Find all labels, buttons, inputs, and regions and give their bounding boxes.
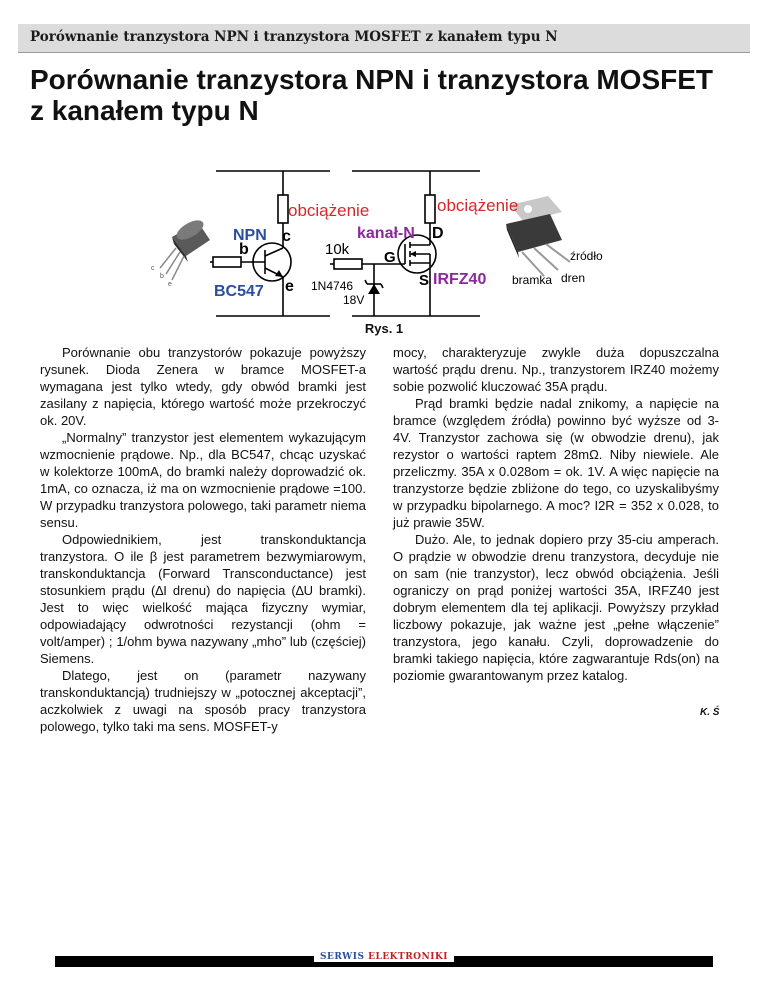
label-pin-b: b xyxy=(160,273,164,280)
article-title: Porównanie tranzystora NPN i tranzystora MOSFET z kanałem typu N xyxy=(30,64,714,126)
label-collector: c xyxy=(282,228,291,245)
label-source: S xyxy=(419,272,430,289)
footer-brand-part2: ELEKTRONIKI xyxy=(368,952,448,962)
label-irfz40: IRFZ40 xyxy=(433,271,487,288)
label-zener-voltage: 18V xyxy=(343,293,365,307)
paragraph: Prąd bramki będzie nadal znikomy, a napięcie na bramce (względem źródła) powinno być wyższe od 3-4V. Tranzystor zachowa się (w obwodzie drenu), jak rezystor o wartości raptem 28mΩ. Niby niewiele. Ale przeliczmy. 35A x 0.028om = ok. 1V. A więc napięcie na tranzystorze będzie zbliżone do tego, co uzyskalibyśmy w przypadku bipolarnego. A moc? I2R = 352 x 0.028, to już prawie 35W. xyxy=(393,396,719,530)
paragraph: Odpowiednikiem, jest transkonduktancja tranzystora. O ile β jest parametrem bezwymiarowym, transkonduktancja (Forward Transconductance) jest stosunkiem prądu (∆I drenu) do napięcia (∆U bramki). Jest to więc wielkość mająca fizyczny wymiar, odpowiadający odwrotności rezystancji (ohm = volt/amper) ; 1/ohm bywa nazywany „mho” lub (częściej) Siemens. xyxy=(40,532,366,666)
running-header-text: Porównanie tranzystora NPN i tranzystora MOSFET z kanałem typu N xyxy=(30,29,558,45)
label-gate: G xyxy=(384,249,396,266)
label-zener: 1N4746 xyxy=(311,279,354,293)
label-drain: D xyxy=(432,225,444,242)
to92-package-icon xyxy=(160,216,210,280)
label-gate-pin: bramka xyxy=(512,273,553,287)
footer-brand xyxy=(0,952,768,962)
paragraph: mocy, charakteryzuje zwykle duża dopuszczalna wartość prądu drenu. Np., tranzystorem IRZ40 możemy sobie pozwolić kluczować 35A prądu. xyxy=(393,345,719,394)
label-pin-e: e xyxy=(168,281,172,288)
paragraph: Dużo. Ale, to jednak dopiero przy 35-ciu amperach. O prądzie w obwodzie drenu tranzystora, decyduje nie on sam (nie tranzystor), lecz obwód obciążenia. Jeśli ograniczy on prąd poniżej wartości 35A, IRFZ40 jest dobrym elementem dla tej aplikacji. Powyższy przykład liczbowy pokazuje, jak ważne jest „pełne włączenie” tranzystora, jego kanału. Czyli, doprowadzenie do bramki takiego napięcia, które zagwarantuje Rds(on) na poziomie gwarantowanym przez katalog. xyxy=(393,532,719,683)
running-header xyxy=(18,24,750,53)
paragraph: „Normalny” tranzystor jest elementem wykazującym wzmocnienie prądowe. Np., dla BC547, chcąc uzyskać w kolektorze 100mA, do bramki należy doprowadzić ok. 1mA, co oznacza, iż ma on wzmocnienie prądowe =100. W przypadku tranzystora polowego, taki parametr niema sensu. xyxy=(40,430,366,530)
label-load-left: obciążenie xyxy=(288,201,370,220)
label-drain-pin: dren xyxy=(561,271,586,285)
label-emitter: e xyxy=(285,278,294,295)
footer-brand-part1: SERWIS xyxy=(320,952,365,962)
left-column xyxy=(40,344,366,735)
label-load-right: obciążenie xyxy=(437,196,519,215)
label-resistor-10k: 10k xyxy=(325,241,350,258)
right-column xyxy=(393,344,719,684)
label-base: b xyxy=(239,241,249,258)
label-pin-c: c xyxy=(151,265,155,272)
label-npn: NPN xyxy=(233,227,267,244)
author-signature: K. Ś xyxy=(700,707,720,718)
label-bc547: BC547 xyxy=(214,283,264,300)
label-channel: kanał-N xyxy=(357,225,415,242)
paragraph: Porównanie obu tranzystorów pokazuje powyższy rysunek. Dioda Zenera w bramce MOSFET-a wymagana jest tylko wtedy, gdy obwód bramki jest zasilany z napięcia, którego wartość może przekroczyć ok. 20V. xyxy=(40,345,366,428)
label-source-pin: źródło xyxy=(570,249,603,263)
paragraph: Dlatego, jest on (parametr nazywany transkonduktancją) trudniejszy w „potocznej akceptacji”, aczkolwiek z uwagi na sposób pracy tranzystora polowego, tylko taki ma sens. MOSFET-y xyxy=(40,668,366,734)
figure-caption: Rys. 1 xyxy=(364,321,404,336)
